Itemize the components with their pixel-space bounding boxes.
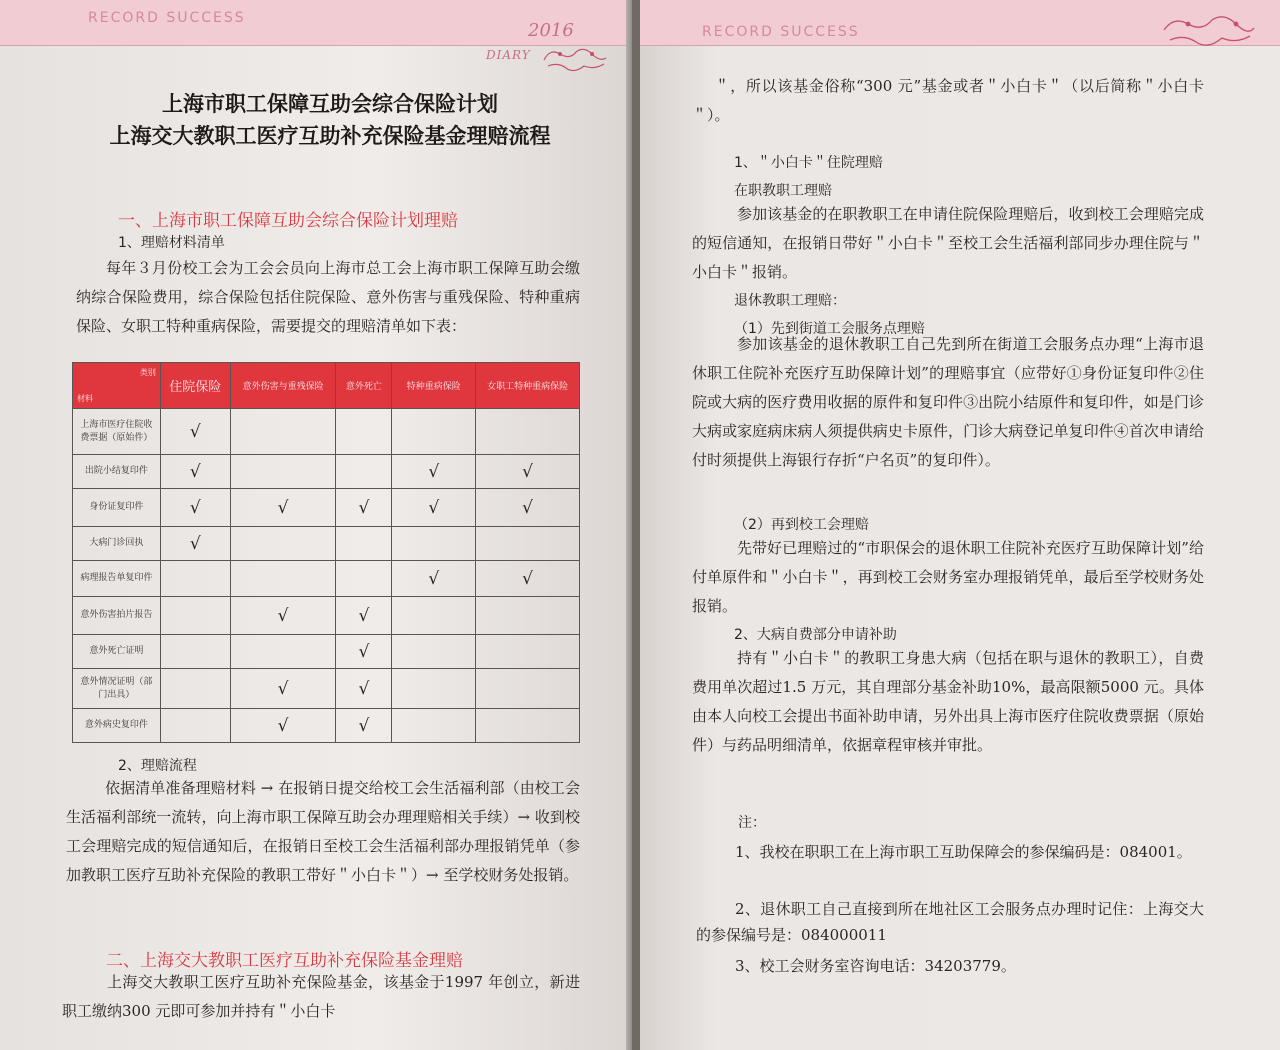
title-line-2: 上海交大教职工医疗互助补充保险基金理赔流程 <box>109 124 551 148</box>
check-mark-cell: √ <box>476 561 580 597</box>
empty-cell <box>230 527 336 561</box>
sub-1-heading: 1、＂小白卡＂住院理赔 <box>734 155 883 171</box>
notes-title: 注： <box>738 815 766 831</box>
check-mark-cell: √ <box>392 489 476 527</box>
table-row <box>73 455 580 489</box>
sub-2-paragraph: 持有＂小白卡＂的教职工身患大病（包括在职与退休的教职工），自费费用单次超过1.5 万元，其自理部分基金补助10%，最高限额5000 元。具体由本人向校工会提出书面补助申请，另外出具上海市医疗住院收费票据（原始件）与药品明细清单，依据章程审核并审批。 <box>692 649 1204 754</box>
empty-cell <box>160 709 230 743</box>
empty-cell <box>336 455 392 489</box>
header-record-text: RECORD SUCCESS <box>702 24 860 40</box>
table-row <box>73 489 580 527</box>
fund-paragraph: 上海交大教职工医疗互助补充保险基金，该基金于1997 年创立，新进职工缴纳300 元即可参加并持有＂小白卡 <box>62 973 580 1020</box>
empty-cell <box>392 409 476 455</box>
check-mark-cell: √ <box>336 597 392 635</box>
row-label: 病理报告单复印件 <box>73 561 161 597</box>
step-2-title: （2）再到校工会理赔 <box>734 517 869 533</box>
column-header: 女职工特种重病保险 <box>476 363 580 409</box>
table-row <box>73 635 580 669</box>
world-map-icon <box>1160 8 1256 52</box>
step-1-title: （1）先到街道工会服务点理赔 <box>734 321 925 337</box>
check-mark-cell: √ <box>230 669 336 709</box>
continued-paragraph: ＂，所以该基金俗称“300 元”基金或者＂小白卡＂（以后简称＂小白卡＂）。 <box>692 77 1204 124</box>
onjob-paragraph: 参加该基金的在职教职工在申请住院保险理赔后，收到校工会理赔完成的短信通知，在报销日带好＂小白卡＂至校工会生活福利部同步办理住院与＂小白卡＂报销。 <box>692 205 1204 281</box>
claims-table <box>72 362 580 743</box>
process-paragraph: 依据清单准备理赔材料 → 在报销日提交给校工会生活福利部（由校工会生活福利部统一流转，向上海市职工保障互助会办理理赔相关手续）→ 收到校工会理赔完成的短信通知后，在报销日至校工会生活福利部办理报销凭单（参加教职工医疗互助补充保险的教职工带好＂小白卡＂）→ 至学校财务处报销。 <box>66 779 580 884</box>
row-label: 上海市医疗住院收费票据（原始件） <box>73 409 161 455</box>
empty-cell <box>476 709 580 743</box>
right-page <box>640 0 1280 1050</box>
sub-2-heading: 2、大病自费部分申请补助 <box>734 627 897 643</box>
check-mark-cell: √ <box>336 635 392 669</box>
check-mark-cell: √ <box>160 489 230 527</box>
check-mark-cell: √ <box>336 489 392 527</box>
step-1-paragraph: 参加该基金的退休教职工自己先到所在街道工会服务点办理“上海市退休职工住院补充医疗互助保障计划”的理赔事宜（应带好①身份证复印件②住院或大病的医疗费用收据的原件和复印件③出院小结原件和复印件，如是门诊大病或家庭病床病人须提供病史卡原件，门诊大病登记单复印件④首次申请给付时须提供上海银行存折“户名页”的复印件）。 <box>692 335 1204 469</box>
spine <box>626 0 632 1050</box>
section-1-title: 一、上海市职工保障互助会综合保险计划理赔 <box>118 211 458 231</box>
check-mark-cell: √ <box>392 561 476 597</box>
empty-cell <box>392 635 476 669</box>
empty-cell <box>476 635 580 669</box>
sub-2-title: 2、理赔流程 <box>118 758 197 774</box>
note-2: 2、退休职工自己直接到所在地社区工会服务点办理时记住：上海交大的参保编号是：084000011 <box>696 900 1204 944</box>
column-header: 意外死亡 <box>336 363 392 409</box>
check-mark-cell: √ <box>476 489 580 527</box>
row-label: 意外伤害拍片报告 <box>73 597 161 635</box>
empty-cell <box>392 527 476 561</box>
row-label: 身份证复印件 <box>73 489 161 527</box>
empty-cell <box>160 669 230 709</box>
empty-cell <box>336 527 392 561</box>
table-row <box>73 527 580 561</box>
empty-cell <box>476 409 580 455</box>
row-label: 大病门诊回执 <box>73 527 161 561</box>
empty-cell <box>392 597 476 635</box>
row-label: 意外病史复印件 <box>73 709 161 743</box>
section-2-title: 二、上海交大教职工医疗互助补充保险基金理赔 <box>106 951 463 971</box>
empty-cell <box>230 455 336 489</box>
check-mark-cell: √ <box>160 527 230 561</box>
check-mark-cell: √ <box>230 709 336 743</box>
row-label: 意外情况证明（部门出具） <box>73 669 161 709</box>
column-header: 特种重病保险 <box>392 363 476 409</box>
header-record-text: RECORD SUCCESS <box>88 10 246 26</box>
empty-cell <box>476 527 580 561</box>
corner-bottom-label: 材料 <box>77 394 93 403</box>
table-row <box>73 709 580 743</box>
empty-cell <box>160 597 230 635</box>
table-row <box>73 669 580 709</box>
table-row <box>73 597 580 635</box>
onjob-title: 在职教职工理赔 <box>734 183 832 199</box>
check-mark-cell: √ <box>230 489 336 527</box>
header-diary: DIARY <box>486 48 531 62</box>
empty-cell <box>160 635 230 669</box>
sub-1-title: 1、理赔材料清单 <box>118 235 225 251</box>
table-row <box>73 561 580 597</box>
empty-cell <box>392 709 476 743</box>
empty-cell <box>476 669 580 709</box>
check-mark-cell: √ <box>392 455 476 489</box>
empty-cell <box>230 635 336 669</box>
check-mark-cell: √ <box>476 455 580 489</box>
empty-cell <box>476 597 580 635</box>
empty-cell <box>230 409 336 455</box>
check-mark-cell: √ <box>160 409 230 455</box>
empty-cell <box>230 561 336 597</box>
title-line-1: 上海市职工保障互助会综合保险计划 <box>162 92 498 116</box>
check-mark-cell: √ <box>230 597 336 635</box>
check-mark-cell: √ <box>160 455 230 489</box>
column-header: 意外伤害与重残保险 <box>230 363 336 409</box>
table-row <box>73 409 580 455</box>
empty-cell <box>392 669 476 709</box>
step-2-paragraph: 先带好已理赔过的“市职保会的退休职工住院补充医疗互助保障计划”给付单原件和＂小白卡＂，再到校工会财务室办理报销凭单，最后至学校财务处报销。 <box>692 539 1204 615</box>
table-corner-cell <box>73 363 161 409</box>
intro-paragraph: 每年３月份校工会为工会会员向上海市总工会上海市职工保障互助会缴纳综合保险费用，综合保险包括住院保险、意外伤害与重残保险、特种重病保险、女职工特种重病保险，需要提交的理赔清单如下表： <box>76 259 580 335</box>
left-header-band <box>0 0 632 62</box>
note-1: 1、我校在职职工在上海市职工互助保障会的参保编码是：084001。 <box>735 843 1192 861</box>
page-title <box>70 88 590 152</box>
check-mark-cell: √ <box>336 669 392 709</box>
world-map-icon <box>540 40 610 76</box>
empty-cell <box>160 561 230 597</box>
left-page <box>0 0 632 1050</box>
header-year: 2016 <box>528 20 574 41</box>
row-label: 意外死亡证明 <box>73 635 161 669</box>
note-3: 3、校工会财务室咨询电话：34203779。 <box>735 957 1016 975</box>
table-header-row <box>73 363 580 409</box>
empty-cell <box>336 409 392 455</box>
row-label: 出院小结复印件 <box>73 455 161 489</box>
right-header-band <box>640 0 1280 46</box>
corner-top-label: 类别 <box>139 368 156 377</box>
check-mark-cell: √ <box>336 709 392 743</box>
retired-title: 退休教职工理赔： <box>734 293 846 309</box>
column-header: 住院保险 <box>160 363 230 409</box>
empty-cell <box>336 561 392 597</box>
